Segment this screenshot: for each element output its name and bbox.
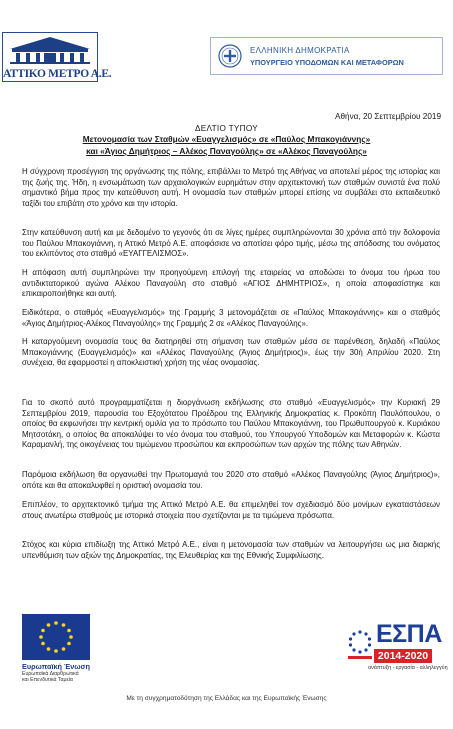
ministry-logo-line1: ΕΛΛΗΝΙΚΗ ΔΗΜΟΚΡΑΤΙΑ bbox=[250, 46, 350, 55]
paragraph-2: Στην κατεύθυνση αυτή και με δεδομένο το γεγονός ότι σε λίγες ημέρες συμπληρώνονται 30 χρόνια από την δολοφονία του Παύλου Μπακογιάννη, η Αττικό Μετρό Α.Ε. αποφάσισε να αποτίσει φόρο τιμής, μέσω της απόδοσης του ονόματος του εκλιπόντος στο σταθμό «ΕΥΑΓΓΕΛΙΣΜΟΣ». bbox=[22, 228, 440, 259]
paragraph-6: Για το σκοπό αυτό προγραμματίζεται η διοργάνωση εκδήλωσης στο σταθμό «Ευαγγελισμός» την Κυριακή 29 Σεπτεμβρίου 2019, παρουσία του Εξοχότατου Προέδρου της Ελληνικής Δημοκρατίας κ. Προκόπη Παυλόπουλου, ο οποίος θα εκφωνήσει την κεντρική ομιλία για το πρόσωπο του Παύλου Μπακογιάννη, του Πρωθυπουργού κ. Κυριάκου Μητσοτάκη, ο οποίος θα αποκαλύψει το νέο όνομα του σταθμού, του Υπουργού Υποδομών και Μεταφορών κ. Κώστα Καραμανλή, της οικογένειας του τιμώμενου προσώπου και εκπροσώπων των αρχών της πόλης των Αθηνών. bbox=[22, 398, 440, 450]
eu-logo-line2: και Επενδυτικά Ταμεία bbox=[22, 677, 73, 683]
document-date: Αθήνα, 20 Σεπτεμβρίου 2019 bbox=[335, 112, 441, 121]
headline-line2: και «Άγιος Δημήτριος – Αλέκος Παναγούλης» σε «Αλέκος Παναγούλης» bbox=[86, 146, 367, 156]
paragraph-8: Επιπλέον, το αρχιτεκτονικό τμήμα της Αττικό Μετρό Α.Ε. θα επιμεληθεί τον σχεδιασμό δύο μονίμων εγκαταστάσεων στους ανωτέρω σταθμούς με ιστορικά στοιχεία που σχετίζονται με τα τιμώμενα πρόσωπα. bbox=[22, 500, 440, 520]
espa-logo-slogan: ανάπτυξη - εργασία - αλληλεγγύη bbox=[368, 665, 448, 671]
attiko-metro-logo-text: ΑΤΤΙΚΟ ΜΕΤΡΟ Α.Ε. bbox=[3, 68, 112, 80]
paragraph-4: Ειδικότερα, ο σταθμός «Ευαγγελισμός» της Γραμμής 3 μετονομάζεται σε «Παύλος Μπακογιάννης» και ο σταθμός «Άγιος Δημήτριος-Αλέκος Παναγούλης» της Γραμμής 2 σε «Αλέκος Παναγούλης». bbox=[22, 308, 440, 328]
metro-building-icon bbox=[6, 35, 94, 65]
greek-emblem-icon bbox=[218, 44, 242, 68]
espa-logo-years: 2014-2020 bbox=[374, 649, 432, 663]
eu-logo-line1: Ευρωπαϊκά Διαρθρωτικά bbox=[22, 671, 79, 677]
document-label: ΔΕΛΤΙΟ ΤΥΠΟΥ bbox=[194, 124, 259, 133]
espa-star-icon bbox=[346, 626, 374, 664]
eu-logo-name: Ευρωπαϊκή Ένωση bbox=[22, 662, 90, 671]
espa-logo-word: ΕΣΠΑ bbox=[376, 620, 442, 648]
ministry-logo-line2: ΥΠΟΥΡΓΕΙΟ ΥΠΟΔΟΜΩΝ ΚΑΙ ΜΕΤΑΦΟΡΩΝ bbox=[250, 58, 404, 67]
paragraph-1: Η σύγχρονη προσέγγιση της οργάνωσης της πόλης, επιβάλλει το Μετρό της Αθήνας να αποτελεί μέρος της ιστορίας και της ζωής της. Ήδη, η ενσωμάτωση των αρχαιολογικών ευρημάτων στην αρχιτεκτονική των σταθμών συνιστά ένα πολύ σημαντικό βήμα προς την κατεύθυνση αυτή. Η ονομασία των σταθμών μπορεί επίσης να συμβάλει στο εκπαιδευτικό ταξίδι του επιβάτη στο χρόνο και την ιστορία. bbox=[22, 167, 440, 208]
paragraph-3: Η απόφαση αυτή συμπληρώνει την προηγούμενη επιλογή της εταιρείας να αποδώσει το όνομα του ήρωα του αντιδικτατορικού αγώνα Αλέκου Παναγούλη στο σταθμό «ΑΓΙΟΣ ΔΗΜΗΤΡΙΟΣ», η οποία αποφασίστηκε και επικαιροποιήθηκε και αυτή. bbox=[22, 268, 440, 299]
attiko-metro-logo bbox=[2, 32, 112, 82]
funding-footer: Με τη συγχρηματοδότηση της Ελλάδας και της Ευρωπαϊκής Ένωσης bbox=[126, 695, 327, 702]
paragraph-5: Η καταργούμενη ονομασία τους θα διατηρηθεί στη σήμανση των σταθμών μέσα σε παρένθεση, δηλαδή «Παύλος Μπακογιάννης (Ευαγγελισμός)» και «Αλέκος Παναγούλης (Άγιος Δημήτριος)», έως την 30ή Απριλίου 2020. Στη συνέχεια, θα εφαρμοστεί η αποκλειστική χρήση της νέας ονομασίας. bbox=[22, 337, 440, 368]
eu-logo bbox=[22, 614, 92, 683]
espa-logo bbox=[346, 620, 448, 676]
paragraph-7: Παρόμοια εκδήλωση θα οργανωθεί την Πρωτομαγιά του 2020 στο σταθμό «Αλέκος Παναγούλης (Άγιος Δημήτριος)», οπότε και θα αποκαλυφθεί η οριστική ονομασία του. bbox=[22, 470, 440, 490]
ministry-logo bbox=[210, 37, 443, 75]
paragraph-9: Στόχος και κύρια επιδίωξη της Αττικό Μετρό Α.Ε., είναι η μετονομασία των σταθμών να λειτουργήσει ως μια διαρκής υπενθύμιση των αξιών της Δημοκρατίας, της Ελευθερίας και της Εθνικής Συμφιλίωσης. bbox=[22, 540, 440, 560]
eu-flag-icon bbox=[22, 614, 90, 660]
headline-line1: Μετονομασία των Σταθμών «Ευαγγελισμός» σε «Παύλος Μπακογιάννης» bbox=[82, 134, 371, 144]
